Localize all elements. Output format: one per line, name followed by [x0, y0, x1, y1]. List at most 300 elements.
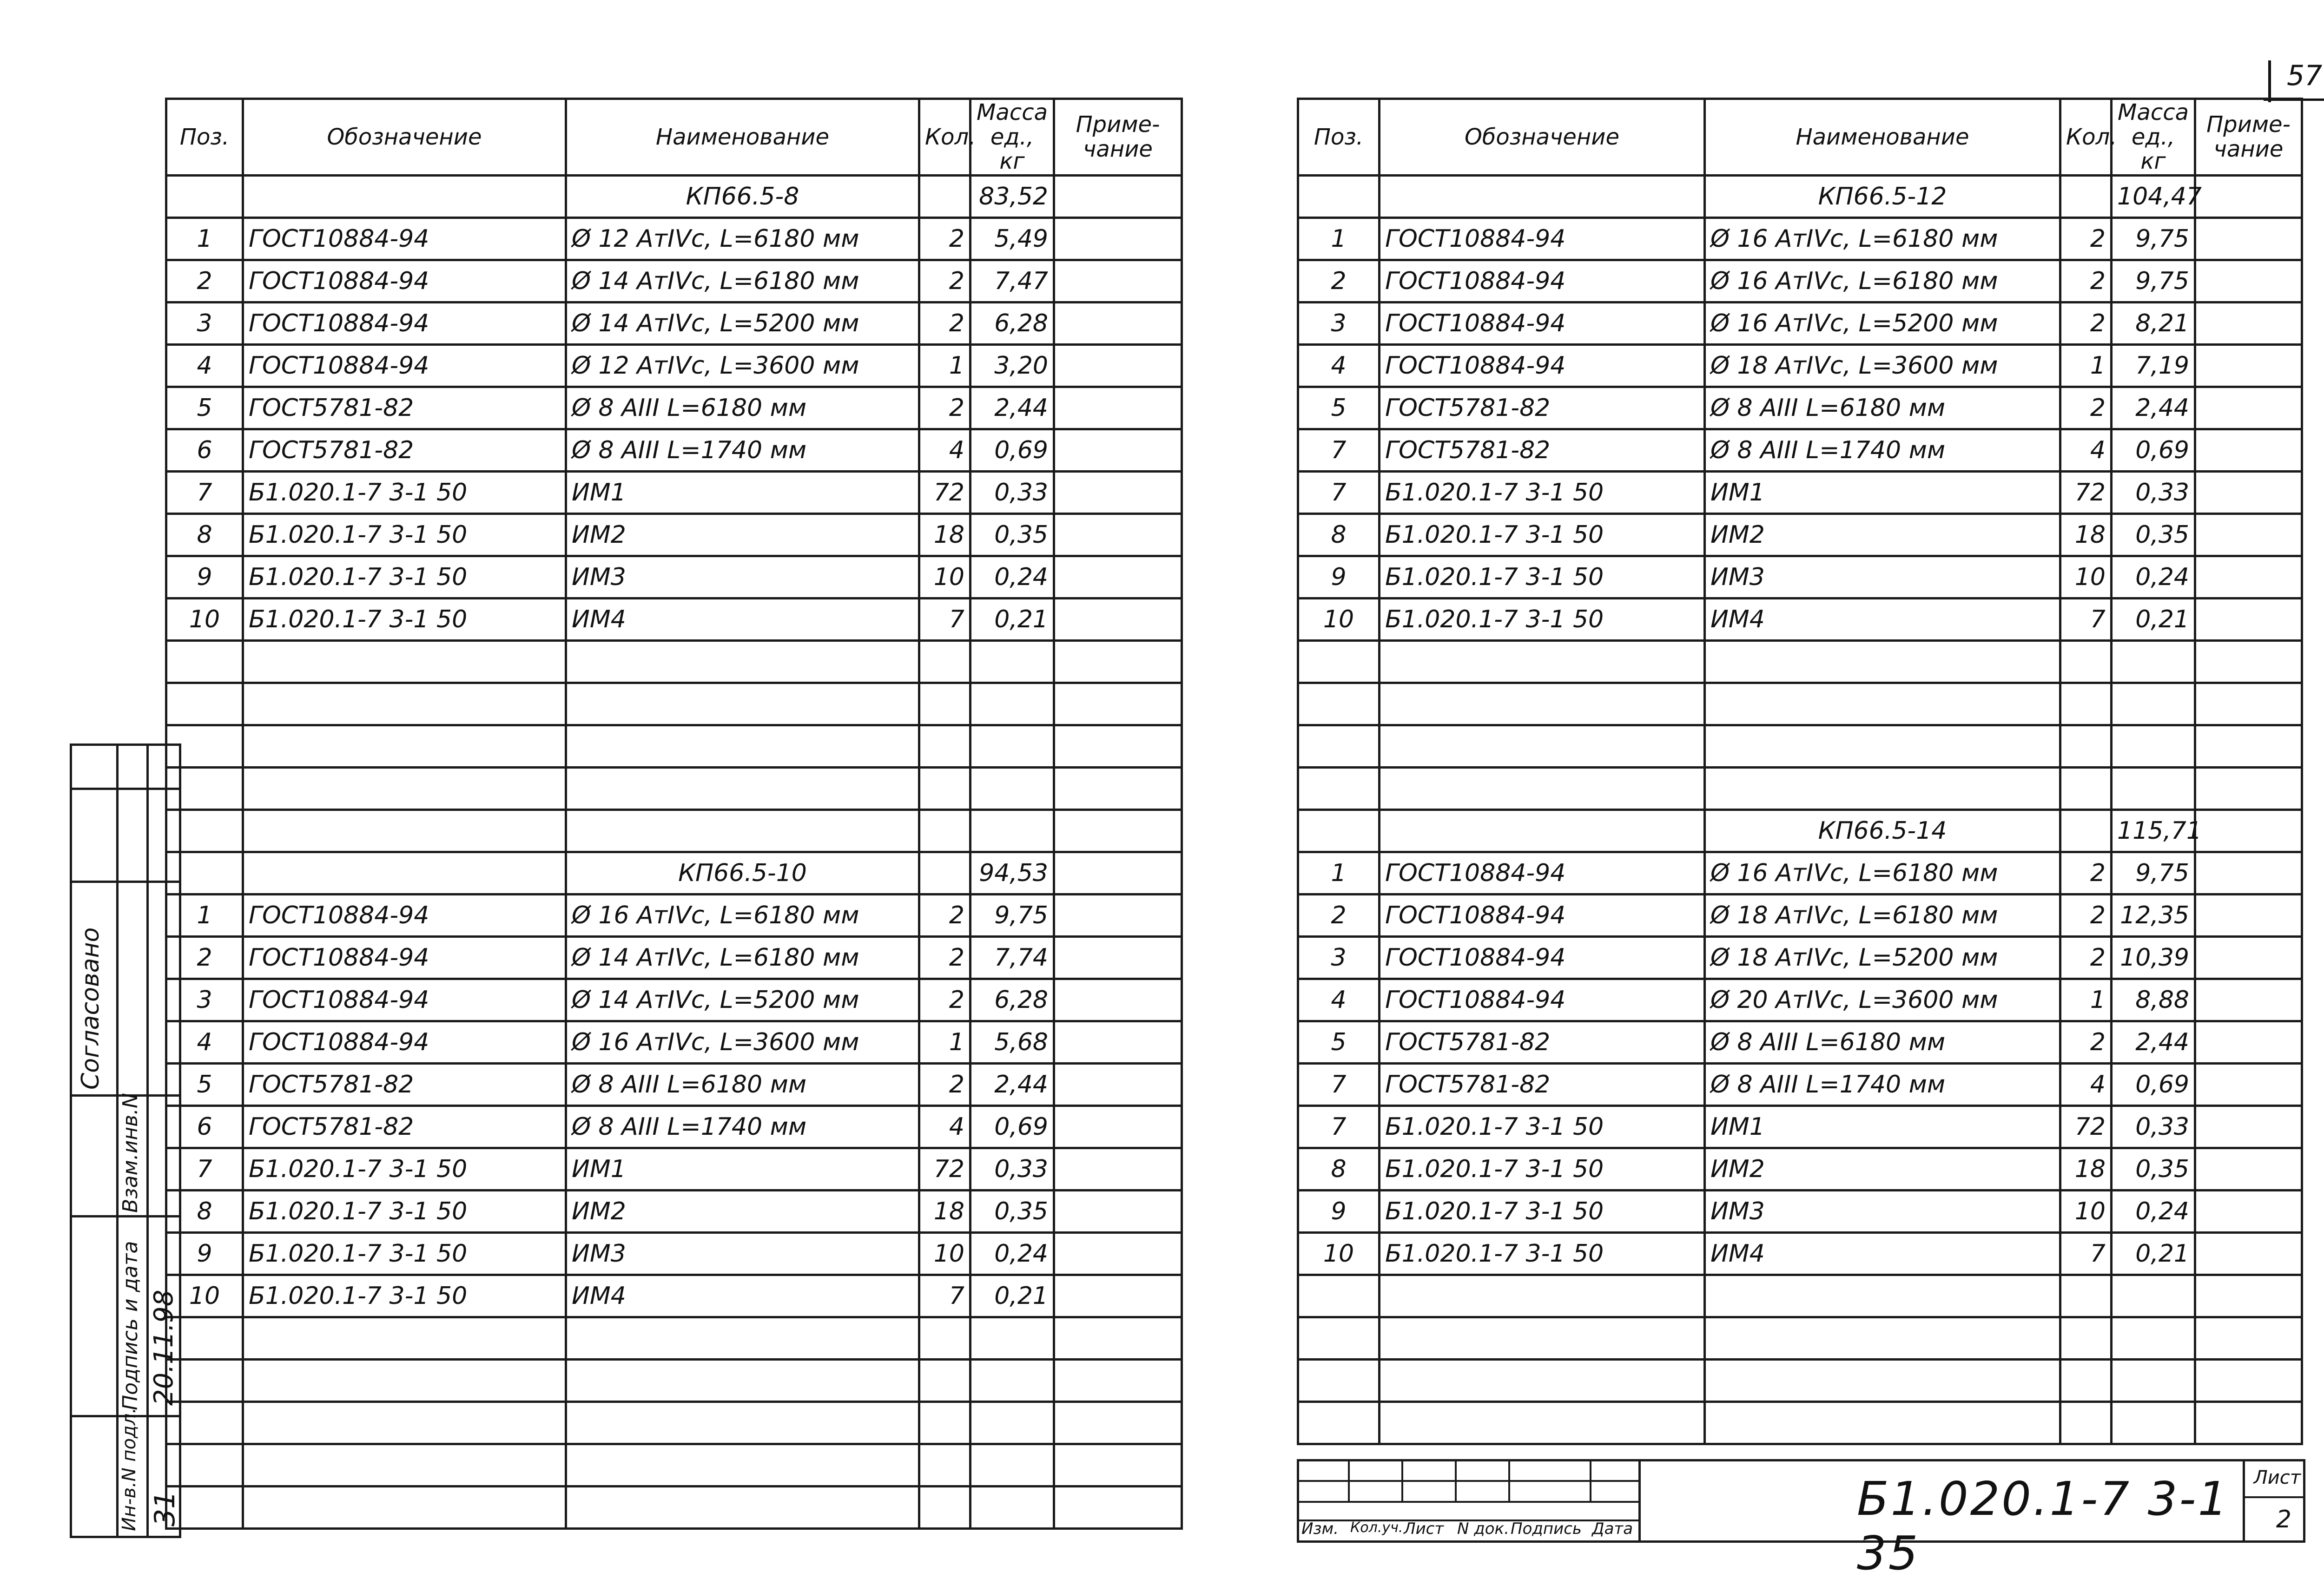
note-cell — [2195, 303, 2302, 345]
mass-cell: 9,75 — [2112, 852, 2195, 895]
table-header-row — [1298, 99, 2302, 176]
qty-cell: 7 — [919, 1275, 971, 1317]
empty-cell — [971, 641, 1054, 683]
empty-cell — [243, 1444, 566, 1487]
name-cell: Ø 8 АIII L=1740 мм — [1705, 1064, 2060, 1106]
designation-cell: Б1.020.1-7 3-1 50 — [243, 599, 566, 641]
mass-cell: 6,28 — [971, 979, 1054, 1021]
empty-cell — [1380, 1402, 1705, 1444]
sheet-label: Лист — [2253, 1467, 2301, 1488]
empty-cell — [243, 641, 566, 683]
empty-cell — [2060, 176, 2112, 218]
note-cell — [2195, 1191, 2302, 1233]
pos-cell: 7 — [1298, 429, 1380, 472]
note-cell — [2195, 514, 2302, 556]
empty-cell — [243, 768, 566, 810]
empty-cell — [2060, 725, 2112, 768]
empty-cell — [166, 683, 243, 725]
qty-cell: 18 — [919, 514, 971, 556]
empty-cell — [2195, 725, 2302, 768]
empty-cell — [971, 1402, 1054, 1444]
mass-cell: 0,35 — [971, 514, 1054, 556]
qty-cell: 18 — [2060, 514, 2112, 556]
empty-cell — [971, 768, 1054, 810]
group-title: КП66.5-12 — [1705, 176, 2060, 218]
empty-cell — [1298, 176, 1380, 218]
name-cell: Ø 14 АтIVс, L=6180 мм — [566, 937, 919, 979]
pos-cell: 9 — [1298, 1191, 1380, 1233]
designation-cell: ГОСТ10884-94 — [243, 895, 566, 937]
empty-cell — [243, 1402, 566, 1444]
designation-cell: ГОСТ5781-82 — [1380, 1021, 1705, 1064]
qty-cell: 2 — [2060, 895, 2112, 937]
note-cell — [1054, 937, 1182, 979]
empty-cell — [2060, 641, 2112, 683]
designation-cell: ГОСТ10884-94 — [1380, 852, 1705, 895]
mass-cell: 0,33 — [971, 472, 1054, 514]
tb-cell — [1508, 1480, 1591, 1503]
pos-cell: 5 — [166, 1064, 243, 1106]
mass-cell: 2,44 — [971, 1064, 1054, 1106]
designation-cell: ГОСТ10884-94 — [243, 218, 566, 260]
pos-cell: 5 — [1298, 387, 1380, 429]
group-title-row — [166, 176, 1182, 218]
empty-cell — [1054, 683, 1182, 725]
name-cell: ИМ3 — [566, 556, 919, 599]
name-cell: ИМ3 — [1705, 556, 2060, 599]
mass-cell: 0,69 — [2112, 429, 2195, 472]
note-cell — [1054, 472, 1182, 514]
qty-cell: 18 — [919, 1191, 971, 1233]
table-row — [1298, 1021, 2302, 1064]
header-note: Приме- чание — [2195, 99, 2302, 176]
document-code: Б1.020.1-7 3-1 35 — [1857, 1472, 2230, 1580]
table-row — [166, 472, 1182, 514]
left-spec-table — [165, 98, 1183, 1530]
pos-cell: 1 — [166, 218, 243, 260]
designation-cell: ГОСТ5781-82 — [1380, 1064, 1705, 1106]
qty-cell: 4 — [2060, 1064, 2112, 1106]
empty-cell — [2195, 1360, 2302, 1402]
table-row — [166, 1233, 1182, 1275]
designation-cell: ГОСТ10884-94 — [1380, 303, 1705, 345]
blank-row — [166, 1487, 1182, 1529]
table-row — [1298, 852, 2302, 895]
note-cell — [2195, 429, 2302, 472]
qty-cell: 4 — [919, 1106, 971, 1148]
group-title: КП66.5-14 — [1705, 810, 2060, 852]
blank-row — [1298, 1402, 2302, 1444]
qty-cell: 7 — [2060, 1233, 2112, 1275]
qty-cell: 2 — [2060, 387, 2112, 429]
empty-cell — [1298, 810, 1380, 852]
empty-cell — [919, 1402, 971, 1444]
table-row — [166, 303, 1182, 345]
mass-cell: 0,35 — [2112, 514, 2195, 556]
empty-cell — [1054, 1444, 1182, 1487]
table-row — [166, 1275, 1182, 1317]
empty-cell — [2112, 1360, 2195, 1402]
pos-cell: 8 — [166, 1191, 243, 1233]
note-cell — [1054, 895, 1182, 937]
table-row — [166, 556, 1182, 599]
table-row — [1298, 472, 2302, 514]
qty-cell: 7 — [919, 599, 971, 641]
handwritten-date: 20.11.98 — [149, 1289, 179, 1406]
pos-cell: 4 — [1298, 979, 1380, 1021]
empty-cell — [243, 725, 566, 768]
pos-cell: 10 — [1298, 599, 1380, 641]
tb-cell — [1348, 1480, 1403, 1503]
mass-cell: 0,69 — [971, 429, 1054, 472]
note-cell — [1054, 1106, 1182, 1148]
group-title-row — [166, 852, 1182, 895]
empty-cell — [2060, 810, 2112, 852]
name-cell: ИМ1 — [1705, 472, 2060, 514]
designation-cell: Б1.020.1-7 3-1 50 — [1380, 1106, 1705, 1148]
qty-cell: 2 — [919, 979, 971, 1021]
header-designation: Обозначение — [243, 99, 566, 176]
qty-cell: 10 — [919, 556, 971, 599]
table-row — [1298, 387, 2302, 429]
empty-cell — [1054, 768, 1182, 810]
name-cell: Ø 8 АIII L=1740 мм — [566, 429, 919, 472]
empty-cell — [566, 1444, 919, 1487]
designation-cell: Б1.020.1-7 3-1 50 — [243, 1191, 566, 1233]
pos-cell: 9 — [166, 1233, 243, 1275]
tb-label: Дата — [1592, 1520, 1633, 1538]
group-total-mass: 94,53 — [971, 852, 1054, 895]
table-row — [1298, 514, 2302, 556]
pos-cell: 3 — [166, 979, 243, 1021]
empty-cell — [1380, 768, 1705, 810]
table-row — [166, 1106, 1182, 1148]
table-row — [166, 260, 1182, 303]
left-table-body — [166, 176, 1182, 1529]
empty-cell — [1298, 768, 1380, 810]
empty-cell — [2112, 683, 2195, 725]
tb-cell — [1455, 1461, 1510, 1482]
tb-label: Лист — [1404, 1520, 1444, 1538]
empty-cell — [1705, 1402, 2060, 1444]
mass-cell: 0,35 — [2112, 1148, 2195, 1191]
mass-cell: 6,28 — [971, 303, 1054, 345]
mass-cell: 0,35 — [971, 1191, 1054, 1233]
empty-cell — [2195, 768, 2302, 810]
blank-row — [1298, 768, 2302, 810]
pos-cell: 7 — [166, 472, 243, 514]
note-cell — [1054, 599, 1182, 641]
blank-row — [1298, 683, 2302, 725]
qty-cell: 7 — [2060, 599, 2112, 641]
pos-cell: 4 — [166, 1021, 243, 1064]
qty-cell: 72 — [2060, 472, 2112, 514]
empty-cell — [2195, 176, 2302, 218]
mass-cell: 2,44 — [2112, 1021, 2195, 1064]
stamp-divider — [72, 788, 179, 790]
designation-cell: ГОСТ5781-82 — [1380, 429, 1705, 472]
empty-cell — [1705, 683, 2060, 725]
pos-cell: 2 — [166, 260, 243, 303]
table-row — [1298, 895, 2302, 937]
name-cell: Ø 16 АтIVс, L=6180 мм — [566, 895, 919, 937]
qty-cell: 1 — [919, 345, 971, 387]
empty-cell — [2060, 1402, 2112, 1444]
replaced-inv-label: Взам.инв.N — [119, 1093, 142, 1213]
pos-cell: 5 — [166, 387, 243, 429]
note-cell — [1054, 1148, 1182, 1191]
header-name: Наименование — [566, 99, 919, 176]
tb-cell — [1401, 1461, 1457, 1482]
pos-cell: 2 — [1298, 260, 1380, 303]
note-cell — [1054, 303, 1182, 345]
note-cell — [1054, 345, 1182, 387]
mass-cell: 2,44 — [2112, 387, 2195, 429]
empty-cell — [2112, 725, 2195, 768]
pos-cell: 2 — [166, 937, 243, 979]
sheet-box — [2243, 1461, 2305, 1540]
header-qty: Кол. — [919, 99, 971, 176]
mass-cell: 0,69 — [971, 1106, 1054, 1148]
mass-cell: 0,21 — [2112, 599, 2195, 641]
note-cell — [1054, 429, 1182, 472]
table-row — [166, 599, 1182, 641]
empty-cell — [2195, 1317, 2302, 1360]
pos-cell: 1 — [1298, 218, 1380, 260]
designation-cell: Б1.020.1-7 3-1 50 — [1380, 1233, 1705, 1275]
tb-divider — [1638, 1461, 1641, 1540]
table-row — [1298, 1064, 2302, 1106]
qty-cell: 1 — [2060, 979, 2112, 1021]
empty-cell — [1380, 683, 1705, 725]
right-spec-table — [1297, 98, 2303, 1445]
stamp-divider — [72, 881, 179, 883]
note-cell — [1054, 979, 1182, 1021]
header-designation: Обозначение — [1380, 99, 1705, 176]
empty-cell — [919, 768, 971, 810]
empty-cell — [2060, 1317, 2112, 1360]
note-cell — [2195, 937, 2302, 979]
table-row — [1298, 556, 2302, 599]
empty-cell — [919, 725, 971, 768]
pos-cell: 3 — [166, 303, 243, 345]
side-approval-stamp — [70, 743, 181, 1538]
name-cell: Ø 14 АтIVс, L=5200 мм — [566, 979, 919, 1021]
empty-cell — [1705, 768, 2060, 810]
qty-cell: 2 — [919, 260, 971, 303]
empty-cell — [243, 810, 566, 852]
empty-cell — [1705, 1275, 2060, 1317]
table-row — [166, 1021, 1182, 1064]
name-cell: ИМ2 — [1705, 1148, 2060, 1191]
pos-cell: 4 — [166, 345, 243, 387]
mass-cell: 0,24 — [971, 556, 1054, 599]
blank-row — [1298, 1317, 2302, 1360]
blank-row — [166, 641, 1182, 683]
empty-cell — [919, 176, 971, 218]
table-row — [1298, 1191, 2302, 1233]
empty-cell — [566, 683, 919, 725]
empty-cell — [1054, 725, 1182, 768]
empty-cell — [1380, 1275, 1705, 1317]
blank-row — [166, 1444, 1182, 1487]
sheet-divider — [2245, 1496, 2305, 1498]
qty-cell: 72 — [919, 1148, 971, 1191]
empty-cell — [1054, 1317, 1182, 1360]
note-cell — [2195, 599, 2302, 641]
tb-cell — [1590, 1480, 1640, 1503]
empty-cell — [1380, 1360, 1705, 1402]
name-cell: Ø 8 АIII L=6180 мм — [566, 1064, 919, 1106]
pos-cell: 8 — [1298, 1148, 1380, 1191]
name-cell: Ø 14 АтIVс, L=5200 мм — [566, 303, 919, 345]
pos-cell: 7 — [1298, 1064, 1380, 1106]
blank-row — [166, 768, 1182, 810]
mass-cell: 12,35 — [2112, 895, 2195, 937]
tb-cell — [1299, 1480, 1350, 1503]
name-cell: Ø 16 АтIVс, L=6180 мм — [1705, 852, 2060, 895]
name-cell: ИМ4 — [1705, 1233, 2060, 1275]
note-cell — [1054, 1233, 1182, 1275]
note-cell — [1054, 1275, 1182, 1317]
note-cell — [2195, 1064, 2302, 1106]
header-mass: Масса ед., кг — [2112, 99, 2195, 176]
empty-cell — [971, 1360, 1054, 1402]
group-title-row — [1298, 176, 2302, 218]
note-cell — [2195, 556, 2302, 599]
qty-cell: 2 — [919, 1064, 971, 1106]
note-cell — [2195, 1148, 2302, 1191]
pos-cell: 4 — [1298, 345, 1380, 387]
qty-cell: 2 — [2060, 1021, 2112, 1064]
note-cell — [2195, 852, 2302, 895]
note-cell — [2195, 260, 2302, 303]
mass-cell: 5,49 — [971, 218, 1054, 260]
table-row — [166, 514, 1182, 556]
name-cell: Ø 18 АтIVс, L=6180 мм — [1705, 895, 2060, 937]
designation-cell: ГОСТ5781-82 — [243, 1106, 566, 1148]
empty-cell — [1054, 852, 1182, 895]
mass-cell: 0,21 — [971, 1275, 1054, 1317]
designation-cell: Б1.020.1-7 3-1 50 — [243, 1148, 566, 1191]
tb-label: Подпись — [1511, 1520, 1582, 1538]
qty-cell: 18 — [2060, 1148, 2112, 1191]
pos-cell: 7 — [166, 1148, 243, 1191]
name-cell: Ø 8 АIII L=6180 мм — [1705, 1021, 2060, 1064]
designation-cell: ГОСТ10884-94 — [243, 303, 566, 345]
designation-cell: Б1.020.1-7 3-1 50 — [1380, 1191, 1705, 1233]
designation-cell: ГОСТ10884-94 — [1380, 345, 1705, 387]
sign-date-label: Подпись и дата — [119, 1241, 142, 1410]
header-pos: Поз. — [166, 99, 243, 176]
tb-label: Изм. — [1301, 1520, 1339, 1538]
sheet-number: 2 — [2276, 1506, 2291, 1533]
header-qty: Кол. — [2060, 99, 2112, 176]
empty-cell — [1705, 1360, 2060, 1402]
empty-cell — [2112, 768, 2195, 810]
qty-cell: 10 — [2060, 556, 2112, 599]
empty-cell — [1298, 1275, 1380, 1317]
designation-cell: ГОСТ10884-94 — [1380, 979, 1705, 1021]
empty-cell — [1298, 1317, 1380, 1360]
empty-cell — [919, 852, 971, 895]
note-cell — [1054, 514, 1182, 556]
name-cell: Ø 12 АтIVс, L=6180 мм — [566, 218, 919, 260]
name-cell: ИМ1 — [566, 1148, 919, 1191]
table-row — [1298, 599, 2302, 641]
pos-cell: 10 — [166, 1275, 243, 1317]
mass-cell: 2,44 — [971, 387, 1054, 429]
header-note: Приме- чание — [1054, 99, 1182, 176]
tb-label: Кол.уч. — [1350, 1520, 1403, 1536]
empty-cell — [1380, 725, 1705, 768]
pos-cell: 6 — [166, 429, 243, 472]
table-row — [1298, 937, 2302, 979]
pos-cell: 3 — [1298, 303, 1380, 345]
name-cell: Ø 8 АIII L=6180 мм — [566, 387, 919, 429]
header-mass: Масса ед., кг — [971, 99, 1054, 176]
qty-cell: 72 — [2060, 1106, 2112, 1148]
empty-cell — [919, 810, 971, 852]
qty-cell: 1 — [919, 1021, 971, 1064]
blank-row — [1298, 1275, 2302, 1317]
designation-cell: ГОСТ10884-94 — [243, 345, 566, 387]
designation-cell: Б1.020.1-7 3-1 50 — [1380, 1148, 1705, 1191]
qty-cell: 2 — [919, 937, 971, 979]
name-cell: Ø 16 АтIVс, L=3600 мм — [566, 1021, 919, 1064]
empty-cell — [1705, 725, 2060, 768]
table-row — [1298, 260, 2302, 303]
tb-cell — [1455, 1480, 1510, 1503]
designation-cell: Б1.020.1-7 3-1 50 — [243, 1233, 566, 1275]
group-total-mass: 83,52 — [971, 176, 1054, 218]
table-row — [166, 1148, 1182, 1191]
note-cell — [1054, 1021, 1182, 1064]
empty-cell — [243, 1317, 566, 1360]
empty-cell — [2195, 1275, 2302, 1317]
pos-cell: 2 — [1298, 895, 1380, 937]
name-cell: ИМ2 — [1705, 514, 2060, 556]
qty-cell: 2 — [2060, 218, 2112, 260]
empty-cell — [2112, 1275, 2195, 1317]
name-cell: ИМ1 — [1705, 1106, 2060, 1148]
empty-cell — [1705, 1317, 2060, 1360]
empty-cell — [166, 641, 243, 683]
title-block — [1297, 1459, 2305, 1580]
note-cell — [2195, 979, 2302, 1021]
empty-cell — [2195, 1402, 2302, 1444]
mass-cell: 0,24 — [2112, 556, 2195, 599]
mass-cell: 5,68 — [971, 1021, 1054, 1064]
mass-cell: 0,21 — [971, 599, 1054, 641]
qty-cell: 4 — [919, 429, 971, 472]
empty-cell — [166, 176, 243, 218]
empty-cell — [1380, 641, 1705, 683]
empty-cell — [2112, 1402, 2195, 1444]
mass-cell: 9,75 — [2112, 218, 2195, 260]
note-cell — [2195, 1021, 2302, 1064]
note-cell — [2195, 472, 2302, 514]
note-cell — [2195, 1233, 2302, 1275]
note-cell — [1054, 1064, 1182, 1106]
name-cell: ИМ4 — [566, 1275, 919, 1317]
empty-cell — [243, 852, 566, 895]
mass-cell: 7,47 — [971, 260, 1054, 303]
blank-row — [166, 725, 1182, 768]
qty-cell: 2 — [2060, 852, 2112, 895]
table-row — [166, 218, 1182, 260]
name-cell: Ø 16 АтIVс, L=6180 мм — [1705, 218, 2060, 260]
